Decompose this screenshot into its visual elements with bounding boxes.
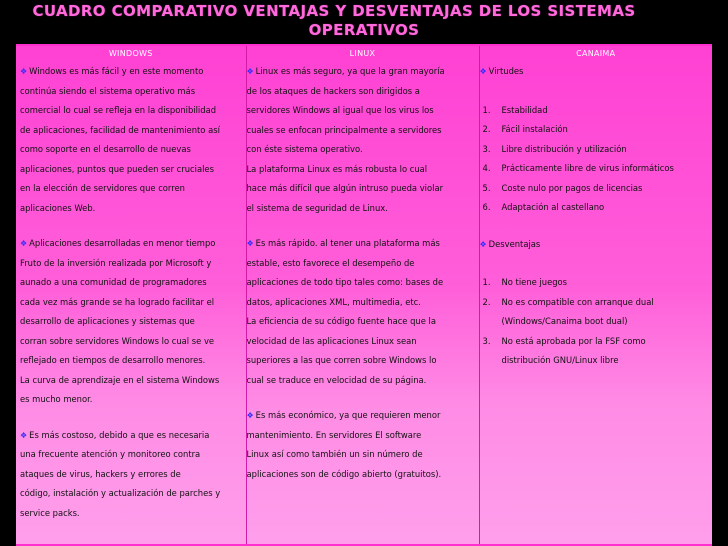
text-line: aplicaciones de todo tipo tales como: bases de <box>246 277 444 287</box>
linux-section-1-title: ❖ Linux es más seguro, ya que la gran mayoría <box>246 66 445 76</box>
canaima-desventajas-list <box>480 273 713 371</box>
text-line: desarrollo de aplicaciones y sistemas que <box>20 316 195 326</box>
list-item-text: Adaptación al castellano <box>501 202 605 212</box>
list-item-text: No tiene juegos <box>501 277 568 287</box>
header-windows: WINDOWS <box>108 49 153 58</box>
text-line: comercial lo cual se refleja en la disponibilidad <box>20 105 217 115</box>
list-number: 1. <box>482 104 491 115</box>
text-line: de los ataques de hackers son dirigidos a <box>246 85 420 96</box>
list-item <box>480 120 713 140</box>
text-line: servidores Windows al igual que los virus los <box>246 105 434 115</box>
title-line-2: OPERATIVOS <box>308 21 420 39</box>
text-line: superiores a las que corren sobre Windows lo <box>246 355 437 365</box>
text-line: reflejado en tiempos de desarrollo menores. <box>20 355 206 365</box>
canaima-desventajas-title: ❖ Desventajas <box>479 238 541 249</box>
list-item <box>480 198 713 218</box>
header-canaima: CANAIMA <box>479 46 712 62</box>
list-number: 3. <box>482 335 491 346</box>
column-linux <box>246 62 479 544</box>
bullet-diamond-icon: ❖ <box>20 239 28 248</box>
list-item-text: Libre distribución y utilización <box>501 143 627 154</box>
list-number: 3. <box>482 143 491 154</box>
windows-section-1-title: ❖ Windows es más fácil y en este momento <box>20 66 204 76</box>
list-item <box>480 351 713 371</box>
list-number: 2. <box>482 124 491 134</box>
list-item-text: No está aprobada por la FSF como <box>501 335 646 346</box>
list-item <box>480 332 713 352</box>
list-number: 6. <box>482 202 491 212</box>
text-line: corran sobre servidores Windows lo cual se ve <box>20 335 215 346</box>
linux-section-1-text <box>247 82 479 219</box>
list-item <box>480 101 713 121</box>
text-line: cual se traduce en velocidad de su página. <box>246 374 427 385</box>
list-item <box>480 312 713 332</box>
list-number: 1. <box>482 277 491 287</box>
text-line: velocidad de las aplicaciones Linux sean <box>246 335 417 346</box>
text-line: service packs. <box>20 507 80 518</box>
text-line: La plataforma Linux es más robusta lo cual <box>246 163 428 174</box>
text-line: cada vez más grande se ha logrado facilitar el <box>20 296 215 307</box>
text-line: datos, aplicaciones XML, multimedia, etc. <box>246 296 421 307</box>
text-line: aplicaciones Web. <box>20 202 96 213</box>
text-line: una frecuente atención y monitoreo contra <box>20 449 201 459</box>
linux-section-3-title: ❖ Es más económico, ya que requieren menor <box>246 410 441 420</box>
canaima-virtudes-title: ❖ Virtudes <box>479 66 524 76</box>
list-number: 4. <box>482 163 491 173</box>
bullet-diamond-icon: ❖ <box>479 67 487 76</box>
windows-section-2-title: ❖ Aplicaciones desarrolladas en menor tiempo <box>20 238 216 248</box>
text-line: de aplicaciones, facilidad de mantenimiento así <box>20 124 220 135</box>
linux-section-2-text <box>247 254 479 391</box>
windows-section-3-text <box>20 445 246 523</box>
text-line: el sistema de seguridad de Linux. <box>246 202 388 213</box>
windows-section-2-text <box>20 254 246 410</box>
text-line: en la elección de servidores que corren <box>20 183 185 193</box>
list-item <box>480 179 713 199</box>
text-line: como soporte en el desarrollo de nuevas <box>20 144 191 154</box>
list-number: 5. <box>482 182 491 193</box>
text-line: cuales se enfocan principalmente a servidores <box>246 124 442 135</box>
text-line: hace más difícil que algún intruso pueda violar <box>246 183 444 193</box>
title-line-1: CUADRO COMPARATIVO VENTAJAS Y DESVENTAJAS DE LOS SISTEMAS <box>32 2 636 20</box>
text-line: aplicaciones, puntos que pueden ser cruciales <box>20 163 214 174</box>
list-item-text: Fácil instalación <box>501 124 568 134</box>
windows-section-1-text <box>20 82 246 219</box>
linux-section-3-text <box>247 426 479 485</box>
bullet-diamond-icon: ❖ <box>246 411 254 420</box>
text-line: La eficiencia de su código fuente hace que la <box>246 316 437 326</box>
text-line: es mucho menor. <box>20 394 93 404</box>
text-line: con éste sistema operativo. <box>246 144 363 154</box>
text-line: Fruto de la inversión realizada por Microsoft y <box>20 257 212 268</box>
list-item-text: No es compatible con arranque dual <box>501 296 654 307</box>
list-item-text: Estabilidad <box>501 104 548 115</box>
text-line: aplicaciones son de código abierto (gratuitos). <box>246 468 442 479</box>
bullet-diamond-icon: ❖ <box>20 67 28 76</box>
text-line: La curva de aprendizaje en el sistema Windows <box>20 374 220 385</box>
list-item <box>480 273 713 293</box>
text-line: mantenimiento. En servidores El software <box>246 429 422 440</box>
windows-section-3-title: ❖ Es más costoso, debido a que es necesaria <box>20 429 210 440</box>
bullet-diamond-icon: ❖ <box>246 67 254 76</box>
list-item <box>480 140 713 160</box>
bullet-diamond-icon: ❖ <box>20 430 28 440</box>
text-line: continúa siendo el sistema operativo más <box>20 85 196 96</box>
list-item <box>480 159 713 179</box>
header-linux: LINUX <box>246 46 479 62</box>
column-canaima <box>479 62 712 544</box>
comparison-table-frame <box>16 44 712 546</box>
list-item-text: Coste nulo por pagos de licencias <box>501 182 643 193</box>
text-line: aunado a una comunidad de programadores <box>20 277 207 287</box>
text-line: estable, esto favorece el desempeño de <box>246 257 415 268</box>
list-item-text: distribución GNU/Linux libre <box>501 355 619 365</box>
page-title <box>0 2 728 40</box>
bullet-diamond-icon: ❖ <box>479 239 487 249</box>
text-line: Linux así como también un sin número de <box>246 449 423 459</box>
canaima-virtudes-list <box>480 101 713 218</box>
text-line: ataques de virus, hackers y errores de <box>20 468 181 479</box>
column-windows <box>16 62 246 544</box>
bullet-diamond-icon: ❖ <box>246 239 254 248</box>
list-item-text: Prácticamente libre de virus informáticos <box>501 163 674 173</box>
text-line: código, instalación y actualización de parches y <box>20 488 221 498</box>
linux-section-2-title: ❖ Es más rápido. al tener una plataforma más <box>246 238 440 248</box>
comparison-table <box>16 46 712 544</box>
list-item <box>480 293 713 313</box>
list-number: 2. <box>482 296 491 307</box>
list-item-text: (Windows/Canaima boot dual) <box>501 316 628 326</box>
